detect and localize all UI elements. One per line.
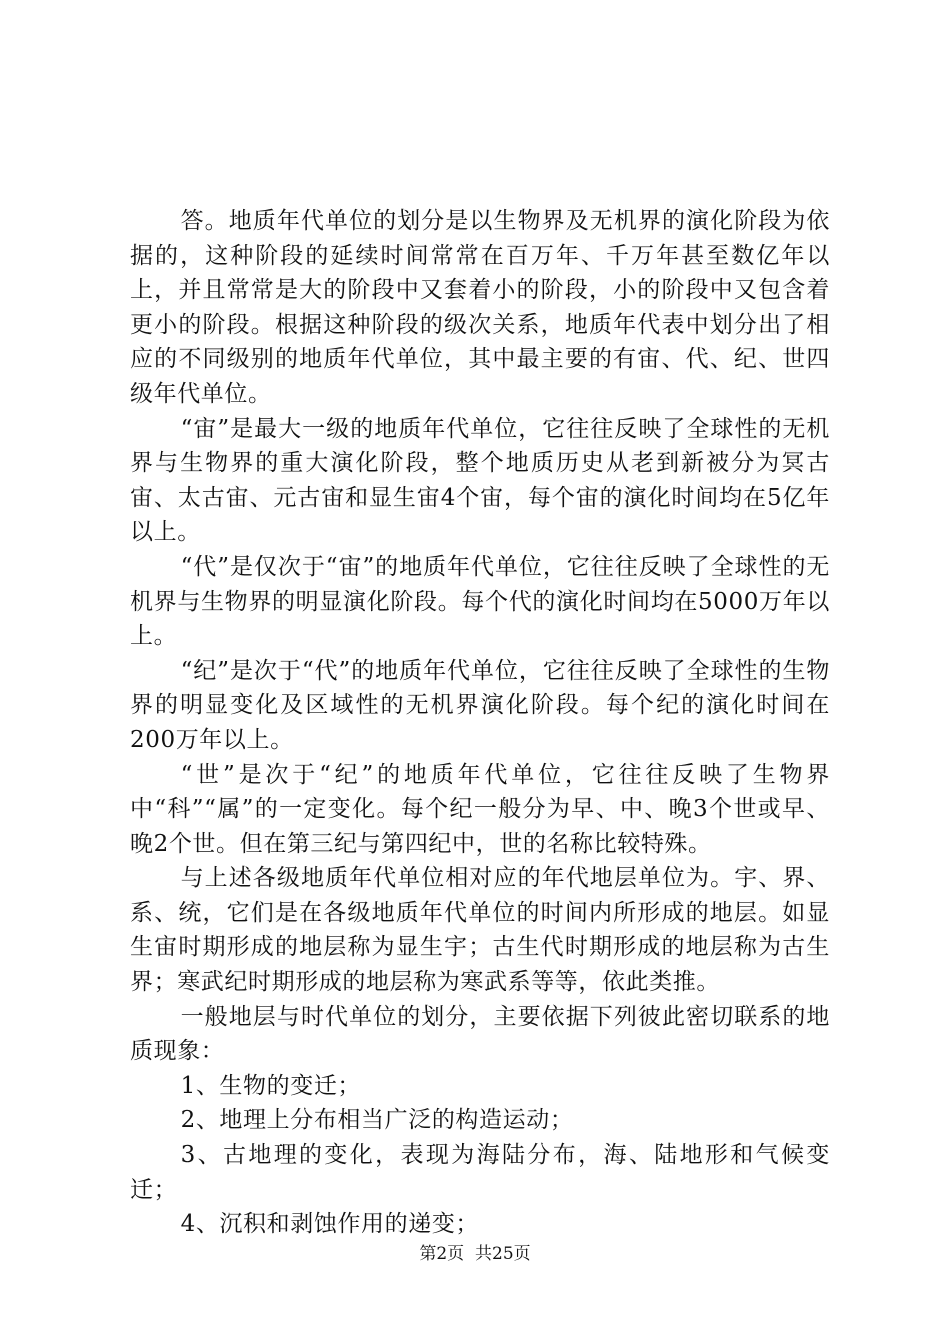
paragraph-eon: “宙”是最大一级的地质年代单位，它往往反映了全球性的无机界与生物界的重大演化阶段，整个地质历史从老到新被分为冥古宙、太古宙、元古宙和显生宙4个宙，每个宙的演化时间均在5亿年以上。: [130, 415, 830, 546]
paragraph-period: “纪”是次于“代”的地质年代单位，它往往反映了全球性的生物界的明显变化及区域性的无机界演化阶段。每个纪的演化时间在200万年以上。: [130, 657, 830, 753]
paragraph-epoch: “世”是次于“纪”的地质年代单位，它往往反映了生物界中“科”“属”的一定变化。每个纪一般分为早、中、晚3个世或早、晚2个世。但在第三纪与第四纪中，世的名称比较特殊。: [130, 761, 830, 857]
paragraph-division-basis: 一般地层与时代单位的划分，主要依据下列彼此密切联系的地质现象：: [130, 1003, 830, 1065]
page-total: 共25页: [475, 1244, 531, 1264]
list-item: 3、古地理的变化，表现为海陆分布，海、陆地形和气候变迁；: [130, 1142, 830, 1203]
page-footer: [0, 1243, 950, 1265]
paragraph-chronostratigraphic: 与上述各级地质年代单位相对应的年代地层单位为。宇、界、系、统，它们是在各级地质年代单位的时间内所形成的地层。如显生宙时期形成的地层称为显生宇；古生代时期形成的地层称为古生界；寒武纪时期形成的地层称为寒武系等等，依此类推。: [130, 865, 830, 996]
paragraph-era: “代”是仅次于“宙”的地质年代单位，它往往反映了全球性的无机界与生物界的明显演化阶段。每个代的演化时间均在5000万年以上。: [130, 553, 830, 650]
paragraph-intro: 答。地质年代单位的划分是以生物界及无机界的演化阶段为依据的，这种阶段的延续时间常常在百万年、千万年甚至数亿年以上，并且常常是大的阶段中又套着小的阶段，小的阶段中又包含着更小的阶段。根据这种阶段的级次关系，地质年代表中划分出了相应的不同级别的地质年代单位，其中最主要的有宙、代、纪、世四级年代单位。: [130, 208, 830, 407]
list-item: 4、沉积和剥蚀作用的递变；: [180, 1211, 480, 1238]
list-item: 1、生物的变迁；: [180, 1072, 362, 1099]
document-body: [130, 204, 830, 1242]
list-item: 2、地理上分布相当广泛的构造运动；: [180, 1107, 574, 1134]
page-number: 第2页: [419, 1244, 465, 1264]
